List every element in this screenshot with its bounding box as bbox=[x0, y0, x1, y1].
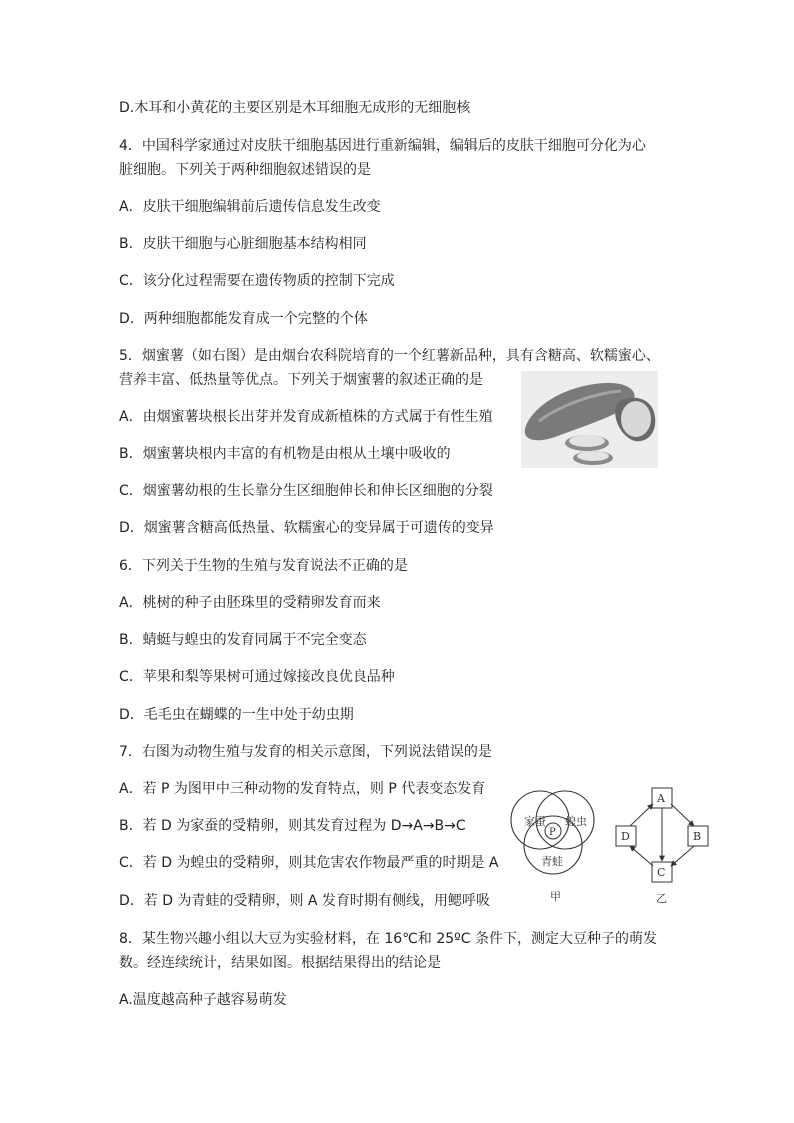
q7-stem: 7．右图为动物生殖与发育的相关示意图，下列说法错误的是 bbox=[119, 744, 492, 760]
venn-label-center: P bbox=[549, 827, 556, 838]
q8-stem-line-2: 数。经连续统计，结果如图。根据结果得出的结论是 bbox=[119, 955, 441, 971]
sweet-potato-image bbox=[521, 371, 658, 468]
q6-option-d: D．毛毛虫在蝴蝶的一生中处于幼虫期 bbox=[119, 707, 354, 723]
q4-stem-line-2: 脏细胞。下列关于两种细胞叙述错误的是 bbox=[119, 162, 371, 178]
q7-option-b: B．若 D 为家蚕的受精卵，则其发育过程为 D→A→B→C bbox=[119, 818, 466, 834]
q5-stem-line-1: 5．烟蜜薯（如右图）是由烟台农科院培育的一个红薯新品种，具有含糖高、软糯蜜心、 bbox=[119, 348, 660, 364]
q4-option-c: C．该分化过程需要在遗传物质的控制下完成 bbox=[119, 273, 395, 289]
cycle-diagram-yi bbox=[606, 782, 718, 912]
venn-label-right: 蝗虫 bbox=[565, 815, 587, 828]
q6-option-b: B．蜻蜓与蝗虫的发育同属于不完全变态 bbox=[119, 632, 367, 648]
cycle-caption: 乙 bbox=[656, 892, 667, 905]
venn-label-bottom: 青蛙 bbox=[541, 855, 563, 868]
cycle-label-d: D bbox=[621, 830, 630, 843]
q8-stem-line-1: 8．某生物兴趣小组以大豆为实验材料，在 16℃和 25ºC 条件下，测定大豆种子的萌发 bbox=[119, 931, 657, 947]
arrow-b-to-c bbox=[671, 846, 694, 866]
q5-option-d: D．烟蜜薯含糖高低热量、软糯蜜心的变异属于可遗传的变异 bbox=[119, 520, 494, 536]
q7-option-c: C．若 D 为蝗虫的受精卵，则其危害农作物最严重的时期是 A bbox=[119, 855, 499, 871]
q4-stem-line-1: 4．中国科学家通过对皮肤干细胞基因进行重新编辑，编辑后的皮肤干细胞可分化为心 bbox=[119, 138, 646, 154]
arrow-a-to-b bbox=[671, 804, 694, 826]
q8-option-a: A.温度越高种子越容易萌发 bbox=[119, 992, 287, 1008]
q7-option-a: A．若 P 为图甲中三种动物的发育特点，则 P 代表变态发育 bbox=[119, 781, 486, 797]
arrow-c-to-d bbox=[630, 846, 653, 866]
q5-option-c: C．烟蜜薯幼根的生长靠分生区细胞伸长和伸长区细胞的分裂 bbox=[119, 483, 493, 499]
q4-option-d: D．两种细胞都能发育成一个完整的个体 bbox=[119, 311, 368, 327]
arrow-d-to-a bbox=[630, 804, 653, 826]
q7-option-d: D．若 D 为青蛙的受精卵，则 A 发育时期有侧线，用鳃呼吸 bbox=[119, 893, 490, 909]
cycle-label-a: A bbox=[657, 792, 665, 805]
q5-option-a: A．由烟蜜薯块根长出芽并发育成新植株的方式属于有性生殖 bbox=[119, 409, 493, 425]
q4-option-b: B．皮肤干细胞与心脏细胞基本结构相同 bbox=[119, 236, 367, 252]
q6-option-c: C．苹果和梨等果树可通过嫁接改良优良品种 bbox=[119, 669, 395, 685]
q6-option-a: A．桃树的种子由胚珠里的受精卵发育而来 bbox=[119, 595, 381, 611]
venn-label-left: 家蚕 bbox=[524, 815, 546, 828]
q6-stem: 6．下列关于生物的生殖与发育说法不正确的是 bbox=[119, 558, 408, 574]
cycle-label-b: B bbox=[693, 830, 702, 843]
venn-caption: 甲 bbox=[550, 890, 561, 903]
q3-option-d: D.木耳和小黄花的主要区别是木耳细胞无成形的无细胞核 bbox=[119, 100, 471, 116]
q5-option-b: B．烟蜜薯块根内丰富的有机物是由根从土壤中吸收的 bbox=[119, 446, 451, 462]
q4-option-a: A．皮肤干细胞编辑前后遗传信息发生改变 bbox=[119, 199, 381, 215]
q5-stem-line-2: 营养丰富、低热量等优点。下列关于烟蜜薯的叙述正确的是 bbox=[119, 372, 483, 388]
cycle-label-c: C bbox=[657, 866, 666, 879]
